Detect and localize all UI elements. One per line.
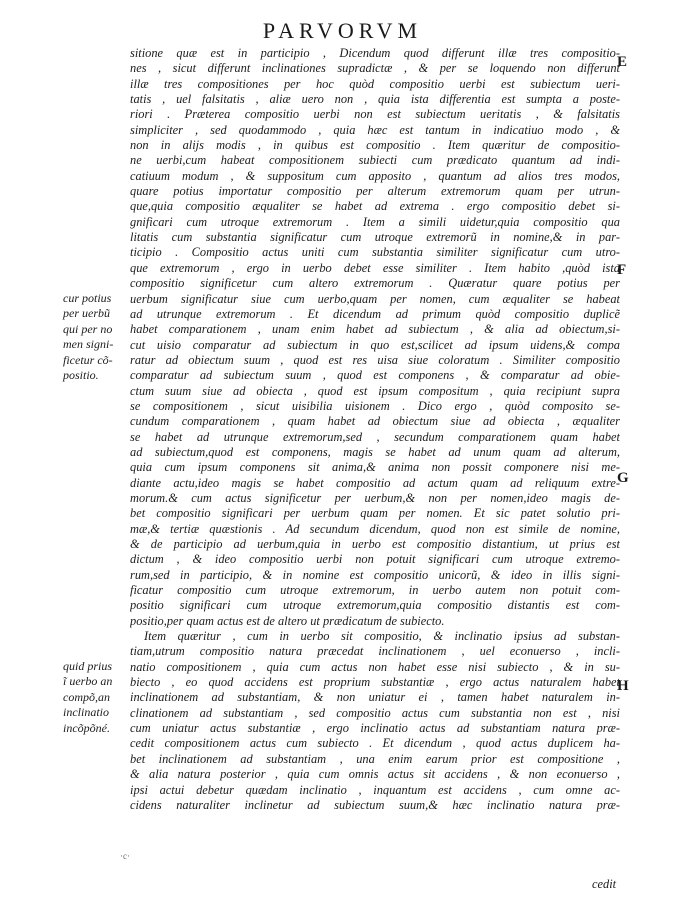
text-line: comparatur ad subiectum suum , quod est componens , & comparatur ad obie-	[130, 368, 620, 383]
text-line: habet comparationem , unam enim habet ad subiectum , & alia ad obiectum,si-	[130, 322, 620, 337]
margin-note-line: qui per no	[63, 321, 113, 336]
text-line: positio significari cum utroque extremorum,quia compositio distantis est com-	[130, 598, 620, 613]
text-line: catiuum modum , & suppositum cum apposito , quantum ad alios tres modos,	[130, 168, 620, 183]
text-line: ipsi actui debetur quædam inclinatio , inquantum est accidens , cum omne ac-	[130, 782, 620, 797]
text-line: que extremorum , ergo in uerbo debet esse similiter . Item habito ,quòd ista	[130, 260, 620, 275]
text-line: sitione quæ est in participio , Dicendum quod differunt illæ tres compositio-	[130, 46, 620, 60]
text-line: positio,per quam actus est de altero ut prædicatum de subiecto.	[130, 613, 445, 628]
text-line: natio compositionem , quia cum actus non habet esse nisi subiecto , & in su-	[130, 659, 620, 674]
text-line: ficatur compositio cum utroque extremorum, in uerbo autem non potuit com-	[130, 583, 620, 598]
text-line: inclinationem ad substantiam, & non uniatur ei , tamen habet naturalem in-	[130, 690, 620, 705]
text-line: rum,sed in participio, & in nomine est compositio unicorũ, & ideo in illis signi-	[130, 567, 620, 582]
text-line: cut uisio comparatur ad subiectum in quo est,scilicet ad ipsum uidens,& compa	[130, 337, 620, 352]
text-line: quare potius importatur compositio per alterum extremorum quam per utrun-	[130, 184, 620, 199]
catchword: cedit	[592, 877, 617, 891]
text-line: biecto , eo quod accidens est proprium substantiæ , ergo actus naturalem habet	[130, 675, 620, 690]
text-line: se habet ad utrunque extremorum,sed , secundum comparationem quam habet	[130, 429, 620, 444]
section-letter-e: E	[617, 54, 628, 70]
signature-mark: ·c·	[120, 851, 130, 861]
page-running-title: PARVORVM	[262, 18, 423, 43]
margin-note-line: cur potius	[63, 291, 112, 305]
section-letter-f: F	[617, 262, 627, 278]
text-line: que,quia compositio æqualiter se habet ad extrema . ergo compositio debet si-	[130, 199, 620, 214]
text-line: tiam,utrum compositio natura præcedat inclinationem , uel econuerso , incli-	[130, 644, 620, 659]
main-text-block	[130, 46, 620, 813]
margin-note-line: men signi-	[63, 337, 114, 352]
text-line: ratur ad obiectum suum , quod est res uisa siue coloratum . Similiter compositio	[130, 352, 620, 367]
text-line: uerbum significatur siue cum uerbo,quam per nomen, cum æqualiter se habeat	[130, 291, 620, 306]
text-line: illæ tres compositiones per hoc quòd compositio uerbi est subiectum ueri-	[130, 76, 620, 91]
text-line: se compositionem , sicut uisibilia uisionem . Dico ergo , quòd composito se-	[130, 398, 620, 413]
text-line: nes , sicut differunt inclinationes supradictæ , & per se loquendo non differunt	[130, 61, 620, 76]
text-line: diante actu,ideo magis se habet compositio ad actum quam ad reliquum extre-	[130, 475, 620, 490]
margin-note-line: compõ,an	[63, 689, 110, 704]
margin-note-quid-prius	[63, 659, 129, 736]
text-line: riori . Præterea compositio uerbi non est subiectum ueritatis , & falsitatis	[130, 107, 620, 122]
margin-note-line: ĩ uerbo an	[63, 674, 113, 689]
text-line: compositio significetur cum altero extremorum . Quæratur quare potius per	[130, 276, 620, 291]
margin-note-line: per uerbũ	[63, 306, 110, 321]
text-line: morum.& cum actus significetur per uerbum,& non per nomen,ideo magis de-	[130, 490, 620, 505]
text-line: mæ,& tertiæ quæstionis . Ad secundum dicendum, quod non est simile de nomine,	[130, 521, 620, 536]
text-line: clinationem ad substantiam , sed compositio actus cum substantia non est , nisi	[130, 705, 620, 720]
text-line: ctum suum siue ad obiecta , quod est ipsum compositum , quia recipiunt supra	[130, 383, 620, 398]
text-line: gnificari cum utroque extremorum . Item a simili uidetur,quia compositio qua	[130, 214, 620, 229]
text-line: & de participio ad uerbum,quia in uerbo est compositio distantium, ut prius est	[130, 537, 620, 551]
margin-note-cur-potius	[63, 291, 129, 383]
text-line: ne uerbi,cum habeat compositionem subiecti cum prædicato quantum ad indi-	[130, 153, 620, 168]
text-line: & alia natura posterior , quia cum omnis actus sit accidens , & non econuerso ,	[130, 767, 620, 782]
text-line: ad subiectum,quod est componens, magis se habet ad unum quam ad alterum,	[130, 444, 620, 459]
text-line: cidens naturaliter inclinetur ad subiectum suum,& hæc inclinatio natura præ-	[130, 797, 620, 812]
section-letter-h: H	[617, 678, 629, 694]
margin-note-line: ficetur cõ-	[63, 352, 113, 367]
margin-note-line: quid prius	[63, 659, 113, 673]
text-line: bet compositio significari per uerbum quam per nomen. Et sic patet solutio pri-	[130, 506, 620, 521]
text-line: simpliciter , sed quodammodo , quia hæc est tantum in indicatiuo modo , &	[130, 122, 620, 137]
text-line: tatis , uel falsitatis , aliæ uero non , quia ista differentia est sumpta a poste-	[130, 92, 620, 107]
text-line: cedit compositionem actus cum subiecto . Et dicendum , quod actus duplicem ha-	[130, 736, 620, 751]
text-line: ticipio . Compositio actus uniti cum substantia similiter significatur cum utro-	[130, 245, 620, 260]
margin-note-line: inclinatio	[63, 705, 109, 720]
text-line: cum uniatur actus substantiæ , ergo inclinatio actus ad substantiam natura præ-	[130, 721, 620, 736]
margin-note-line: positio.	[63, 368, 99, 383]
text-line: ad utrunque extremorum . Et dicendum ad primum quòd compositio duplicẽ	[130, 306, 620, 321]
text-line: litatis cum substantia significatur cum utroque extremorũ in nomine,& in par-	[130, 230, 620, 245]
text-line: non in alijs modis , in quibus est compositio . Item quæritur de compositio-	[130, 138, 620, 153]
text-line: cundum comparationem , quam habet ad obiectum siue ad obiecta , æqualiter	[130, 414, 620, 429]
section-letter-g: G	[617, 470, 629, 486]
text-line: quia cum ipsum componens sit anima,& anima non possit componere nisi me-	[130, 460, 620, 475]
text-line: bet inclinationem ad substantiam , una enim earum prior est compositione ,	[130, 751, 620, 766]
text-line: Item quæritur , cum in uerbo sit compositio, & inclinatio ipsius ad substan-	[144, 629, 620, 644]
text-line: dictum , & ideo compositio uerbi non potuit significari cum utroque extremo-	[130, 552, 620, 567]
margin-note-line: incõpõné.	[63, 720, 110, 735]
